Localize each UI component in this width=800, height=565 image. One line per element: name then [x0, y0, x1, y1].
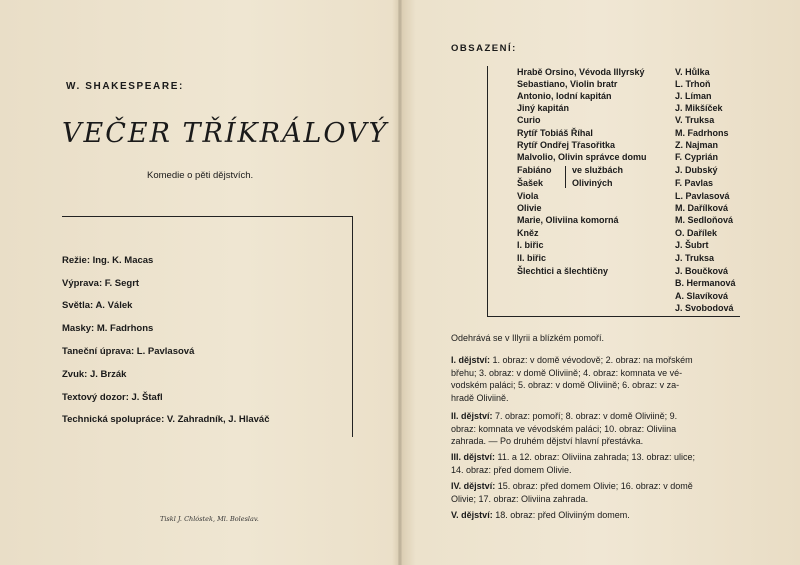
scene-block	[451, 509, 771, 522]
scene-block	[451, 451, 771, 476]
cast-actor: Z. Najman	[675, 140, 719, 150]
cast-actor: J. Líman	[675, 91, 712, 101]
cast-role: Rytíř Ondřej Třasořitka	[517, 140, 616, 150]
scene-line: Olivie; 17. obraz: Oliviina zahrada.	[451, 493, 589, 504]
cast-role: Curio	[517, 115, 541, 125]
scene-line: vodském paláci; 5. obraz: v domě Oliviině; 6. obraz: v za-	[451, 380, 680, 391]
cast-actor: J. Truksa	[675, 253, 715, 263]
cast-actor: J. Šubrt	[675, 240, 709, 250]
scene-line: 7. obraz: pomoří; 8. obraz: v domě Oliviině; 9.	[495, 411, 678, 421]
cast-role: Sebastiano, Violin bratr	[517, 79, 618, 89]
credit-line: Výprava: F. Segrt	[62, 278, 140, 289]
cast-actor: J. Boučková	[675, 266, 729, 276]
cast-actor: O. Dařílek	[675, 228, 718, 238]
scene-line: 14. obraz: před domem Olivie.	[451, 464, 572, 475]
cast-actor: A. Slavíková	[675, 291, 729, 301]
act-label: III. dějství:	[451, 452, 496, 462]
act-label: V. dějství:	[451, 510, 493, 520]
cast-role: Kněz	[517, 228, 539, 238]
play-title: VEČER TŘÍKRÁLOVÝ	[62, 118, 389, 149]
cast-actor: F. Cyprián	[675, 152, 719, 162]
cast-actor: B. Hermanová	[675, 278, 736, 288]
credit-line: Masky: M. Fadrhons	[62, 323, 154, 334]
cast-role: Marie, Oliviina komorná	[517, 215, 619, 225]
credit-line: Taneční úprava: L. Pavlasová	[62, 346, 195, 357]
cast-actor: L. Trhoň	[675, 79, 711, 89]
cast-actor: L. Pavlasová	[675, 191, 730, 201]
cast-actor: M. Dařílková	[675, 203, 729, 213]
credit-line: Zvuk: J. Brzák	[62, 369, 127, 380]
scene-line: hradě Oliviině.	[451, 392, 509, 403]
scene-line: 1. obraz: v domě vévodově; 2. obraz: na mořském	[492, 355, 693, 365]
credit-line: Technická spolupráce: V. Zahradník, J. Hlaváč	[62, 414, 270, 425]
printer-note: Tiskl J. Chlóstek, Ml. Boleslav.	[160, 515, 259, 523]
cast-role: II. biřic	[517, 253, 547, 263]
cast-role: Hrabě Orsino, Vévoda Illyrský	[517, 67, 645, 77]
scene-block	[451, 354, 771, 404]
cast-actor: M. Sedloňová	[675, 215, 734, 225]
scene-line: břehu; 3. obraz: v domě Oliviině; 4. obraz: komnata ve vé-	[451, 367, 683, 378]
page-fold	[398, 0, 402, 565]
cast-role: Jiný kapitán	[517, 103, 570, 113]
cast-role: Šašek	[517, 178, 544, 188]
scene-line: zahrada. — Po druhém dějství hlavní přestávka.	[451, 436, 644, 447]
scene-line: obraz: komnata ve vévodském paláci; 10. obraz: Oliviina	[451, 423, 677, 434]
scene-block	[451, 480, 771, 505]
cast-role: I. biřic	[517, 240, 544, 250]
cast-actor: J. Svobodová	[675, 303, 734, 313]
setting-note: Odehrává se v Illyrii a blízkém pomoří.	[451, 333, 605, 343]
credit-line: Režie: Ing. K. Macas	[62, 255, 154, 266]
brace-note: Oliviných	[572, 178, 613, 188]
scene-line: 15. obraz: před domem Olivie; 16. obraz: v domě	[497, 481, 693, 491]
scene-block	[451, 410, 771, 448]
scene-line: 18. obraz: před Oliviiným domem.	[495, 510, 630, 520]
cast-heading: OBSAZENÍ:	[451, 43, 517, 54]
cast-role: Šlechtici a šlechtičny	[517, 266, 609, 276]
cast-actor: M. Fadrhons	[675, 128, 729, 138]
act-label: IV. dějství:	[451, 481, 496, 491]
cast-role: Malvolio, Olivin správce domu	[517, 152, 647, 162]
cast-actor: V. Hůlka	[675, 67, 710, 77]
cast-role: Rytíř Tobiáš Říhal	[517, 128, 593, 138]
act-label: I. dějství:	[451, 355, 491, 365]
play-subtitle: Komedie o pěti dějstvích.	[147, 170, 254, 181]
cast-role: Olivie	[517, 203, 542, 213]
credit-line: Textový dozor: J. Štafl	[62, 392, 163, 403]
brace-mark	[565, 166, 572, 188]
cast-actor: V. Truksa	[675, 115, 715, 125]
act-label: II. dějství:	[451, 411, 493, 421]
author: W. SHAKESPEARE:	[66, 81, 184, 92]
brace-note: ve službách	[572, 165, 624, 175]
cast-actor: J. Dubský	[675, 165, 718, 175]
cast-actor: F. Pavlas	[675, 178, 714, 188]
cast-role: Fabiáno	[517, 165, 552, 175]
cast-actor: J. Mikšíček	[675, 103, 723, 113]
scene-line: 11. a 12. obraz: Oliviina zahrada; 13. obraz: ulice;	[497, 452, 695, 462]
cast-role: Antonio, lodní kapitán	[517, 91, 612, 101]
cast-role: Viola	[517, 191, 539, 201]
credit-line: Světla: A. Válek	[62, 300, 133, 311]
